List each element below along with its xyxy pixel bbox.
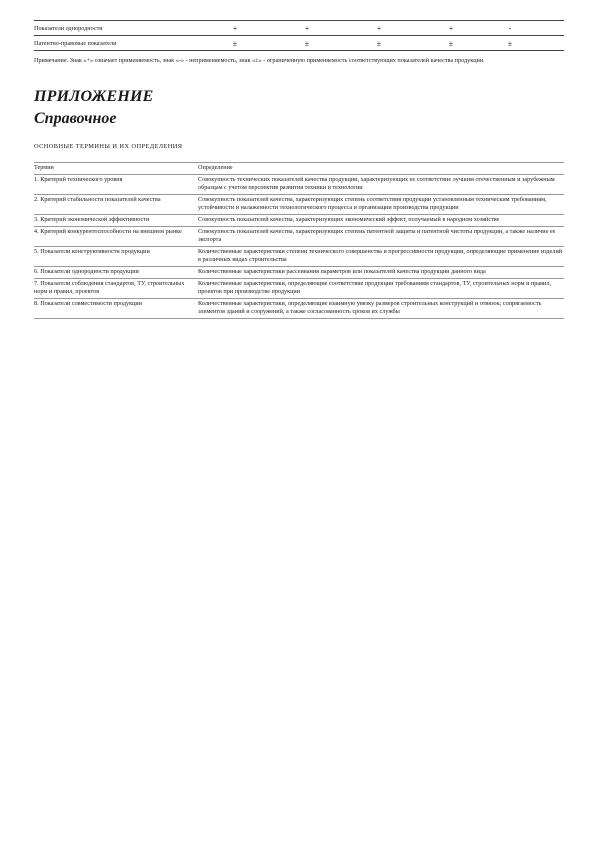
- term-cell: 1. Критерий технического уровня: [34, 176, 123, 183]
- column-header-definition: Определение: [198, 164, 233, 171]
- definition-cell: Совокупность показателей качества, характеризующих экономический эффект, получаемый в народном хозяйстве: [198, 216, 500, 223]
- appendix-title: ПРИЛОЖЕНИЕ: [34, 88, 154, 105]
- table-row: [34, 215, 564, 227]
- indicator-name: Патентно-правовые показатели: [34, 39, 117, 47]
- applicability-mark: +: [304, 23, 310, 33]
- term-cell: 5. Показатели конструктивности продукции: [34, 248, 150, 255]
- definition-cell: Совокупность показателей качества, характеризующих степень соответствия продукции установленным техническим требованиям, устойчивости и налаженности технологического процесса и организации производства продукции: [198, 196, 547, 211]
- applicability-mark: ±: [507, 38, 513, 48]
- table-row: [34, 227, 564, 247]
- definition-cell: Количественные характеристики, определяющие соответствие продукции требованиям стандартов, ТУ, строительных норм и правил, проектов при производстве продукции: [198, 280, 552, 295]
- table-row: [34, 247, 564, 267]
- definition-cell: Совокупность технических показателей качества продукции, характеризующих ее соответствие лучшим отечественным и зарубежным образцам с учетом перспектив развития техники и технологии: [198, 176, 555, 191]
- table-row: [34, 36, 564, 51]
- table-row: [34, 195, 564, 215]
- table-row: [34, 175, 564, 195]
- table-note: Примечание. Знак «+» означает применяемость, знак «-» - неприменяемость, знак «±» - ограниченную применяемость соответствующих показателей качества продукции.: [34, 57, 485, 64]
- table-header-row: [34, 162, 564, 175]
- table-row: [34, 267, 564, 279]
- definitions-table: [34, 162, 564, 319]
- term-cell: 7. Показатели соблюдения стандартов, ТУ, строительных норм и правил, проектов: [34, 280, 185, 295]
- applicability-mark: +: [232, 23, 238, 33]
- applicability-mark: ±: [448, 38, 454, 48]
- term-cell: 8. Показатели совместимости продукции: [34, 300, 143, 307]
- applicability-mark: ±: [304, 38, 310, 48]
- applicability-mark: +: [376, 23, 382, 33]
- table-row: [34, 279, 564, 299]
- terms-heading: ОСНОВНЫЕ ТЕРМИНЫ И ИХ ОПРЕДЕЛЕНИЯ: [34, 143, 183, 150]
- definition-cell: Количественные характеристики рассеивания параметров или показателей качества продукции данного вида: [198, 268, 486, 275]
- applicability-mark: ±: [232, 38, 238, 48]
- term-cell: 2. Критерий стабильности показателей качества: [34, 196, 161, 203]
- applicability-mark: +: [448, 23, 454, 33]
- term-cell: 4. Критерий конкурентоспособности на внешнем рынке: [34, 228, 182, 235]
- definition-cell: Количественные характеристики, определяющие взаимную увязку размеров строительных конструкций и отвязок; сопрягаемость элементов зданий и сооружений, а также согласованность сроков их службы: [198, 300, 542, 315]
- term-cell: 3. Критерий экономической эффективности: [34, 216, 150, 223]
- appendix-subtitle: Справочное: [34, 110, 117, 127]
- table-row: [34, 299, 564, 319]
- definition-cell: Совокупность показателей качества, характеризующих степень патентной защиты и патентной чистоты продукции, а также наличие ее экспорта: [198, 228, 556, 243]
- applicability-mark: ±: [376, 38, 382, 48]
- indicator-name: Показатели однородности: [34, 24, 103, 32]
- definition-cell: Количественные характеристики степени технического совершенства и прогрессивности продукции, определяющие применение изделий в различных видах строительства: [198, 248, 563, 263]
- applicability-mark: -: [508, 23, 512, 33]
- term-cell: 6. Показатели однородности продукции: [34, 268, 139, 275]
- column-header-term: Термин: [34, 164, 54, 171]
- indicators-table: [34, 20, 564, 51]
- table-row: [34, 20, 564, 36]
